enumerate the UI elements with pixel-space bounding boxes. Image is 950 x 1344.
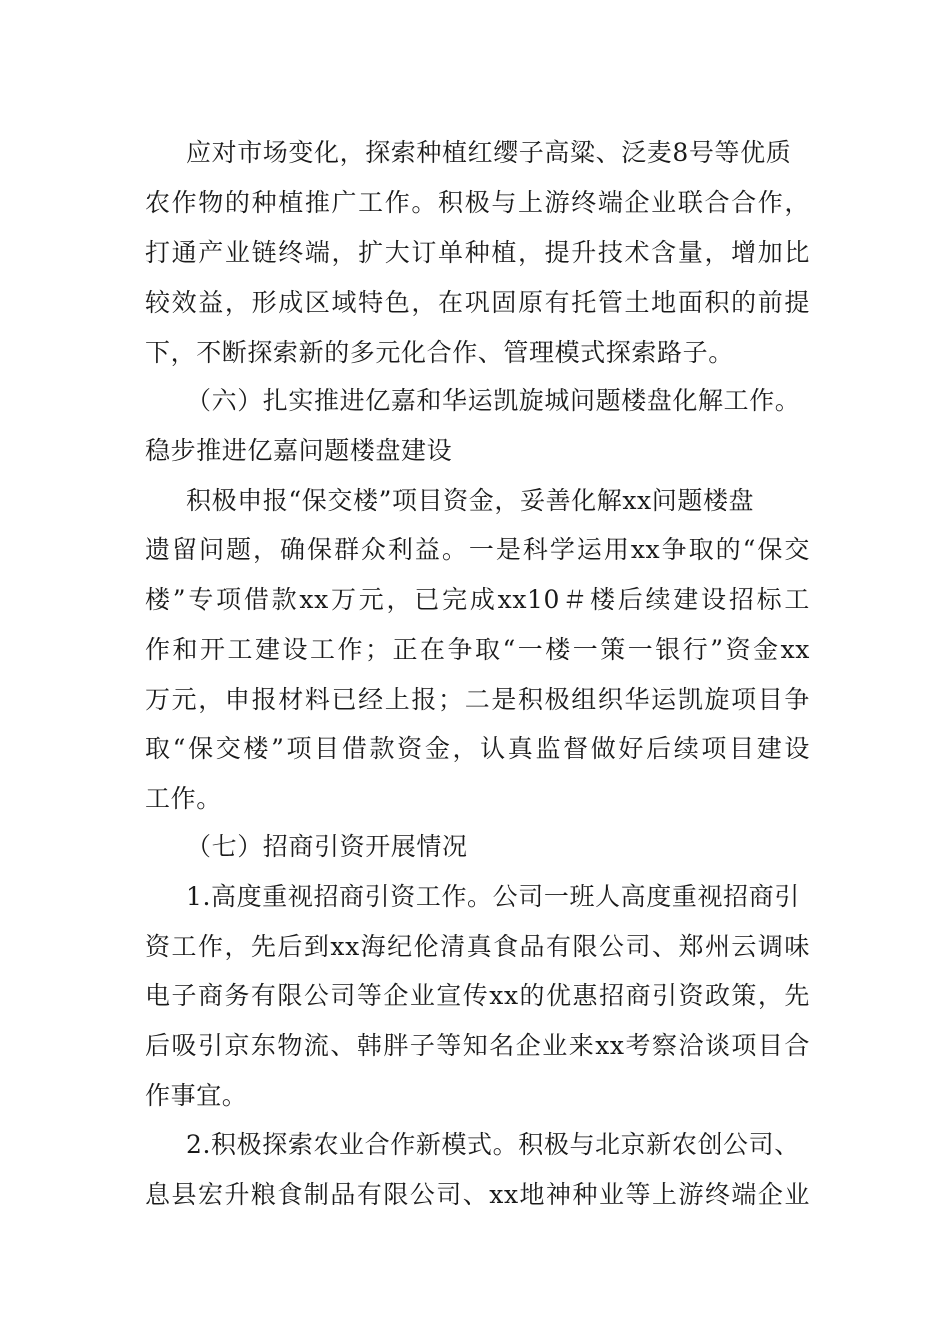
section-heading: （六）扎实推进亿嘉和华运凯旋城问题楼盘化解工作。 xyxy=(186,386,801,415)
text-line: 农作物的种植推广工作。积极与上游终端企业联合合作， xyxy=(145,188,810,217)
text-line: 息县宏升粮食制品有限公司、xx地神种业等上游终端企业 xyxy=(145,1180,810,1209)
text-line: 作事宜。 xyxy=(145,1081,248,1110)
text-line: 工作。 xyxy=(145,784,222,813)
text-line: 2.积极探索农业合作新模式。积极与北京新农创公司、 xyxy=(186,1130,800,1159)
text-line: 楼”专项借款xx万元，已完成xx10＃楼后续建设招标工 xyxy=(145,585,810,614)
text-line: 1.高度重视招商引资工作。公司一班人高度重视招商引 xyxy=(186,882,800,911)
text-line: 应对市场变化，探索种植红缨子高粱、泛麦8号等优质 xyxy=(186,138,792,167)
text-line: 下，不断探索新的多元化合作、管理模式探索路子。 xyxy=(145,338,734,367)
text-line: 作和开工建设工作；正在争取“一楼一策一银行”资金xx xyxy=(145,635,810,664)
text-line: 电子商务有限公司等企业宣传xx的优惠招商引资政策，先 xyxy=(145,981,810,1010)
text-line: 资工作，先后到xx海纪伦清真食品有限公司、郑州云调味 xyxy=(145,932,810,961)
text-line: 积极申报“保交楼”项目资金，妥善化解xx问题楼盘 xyxy=(186,486,755,515)
section-heading: （七）招商引资开展情况 xyxy=(186,832,468,861)
text-line: 后吸引京东物流、韩胖子等知名企业来xx考察洽谈项目合 xyxy=(145,1031,810,1060)
text-line: 遗留问题，确保群众利益。一是科学运用xx争取的“保交 xyxy=(145,535,810,564)
text-line: 万元，申报材料已经上报；二是积极组织华运凯旋项目争 xyxy=(145,685,810,714)
text-line: 打通产业链终端，扩大订单种植，提升技术含量，增加比 xyxy=(145,238,810,267)
text-line: 取“保交楼”项目借款资金，认真监督做好后续项目建设 xyxy=(145,734,810,763)
text-line: 较效益，形成区域特色，在巩固原有托管土地面积的前提 xyxy=(145,288,810,317)
text-line: 稳步推进亿嘉问题楼盘建设 xyxy=(145,436,453,465)
